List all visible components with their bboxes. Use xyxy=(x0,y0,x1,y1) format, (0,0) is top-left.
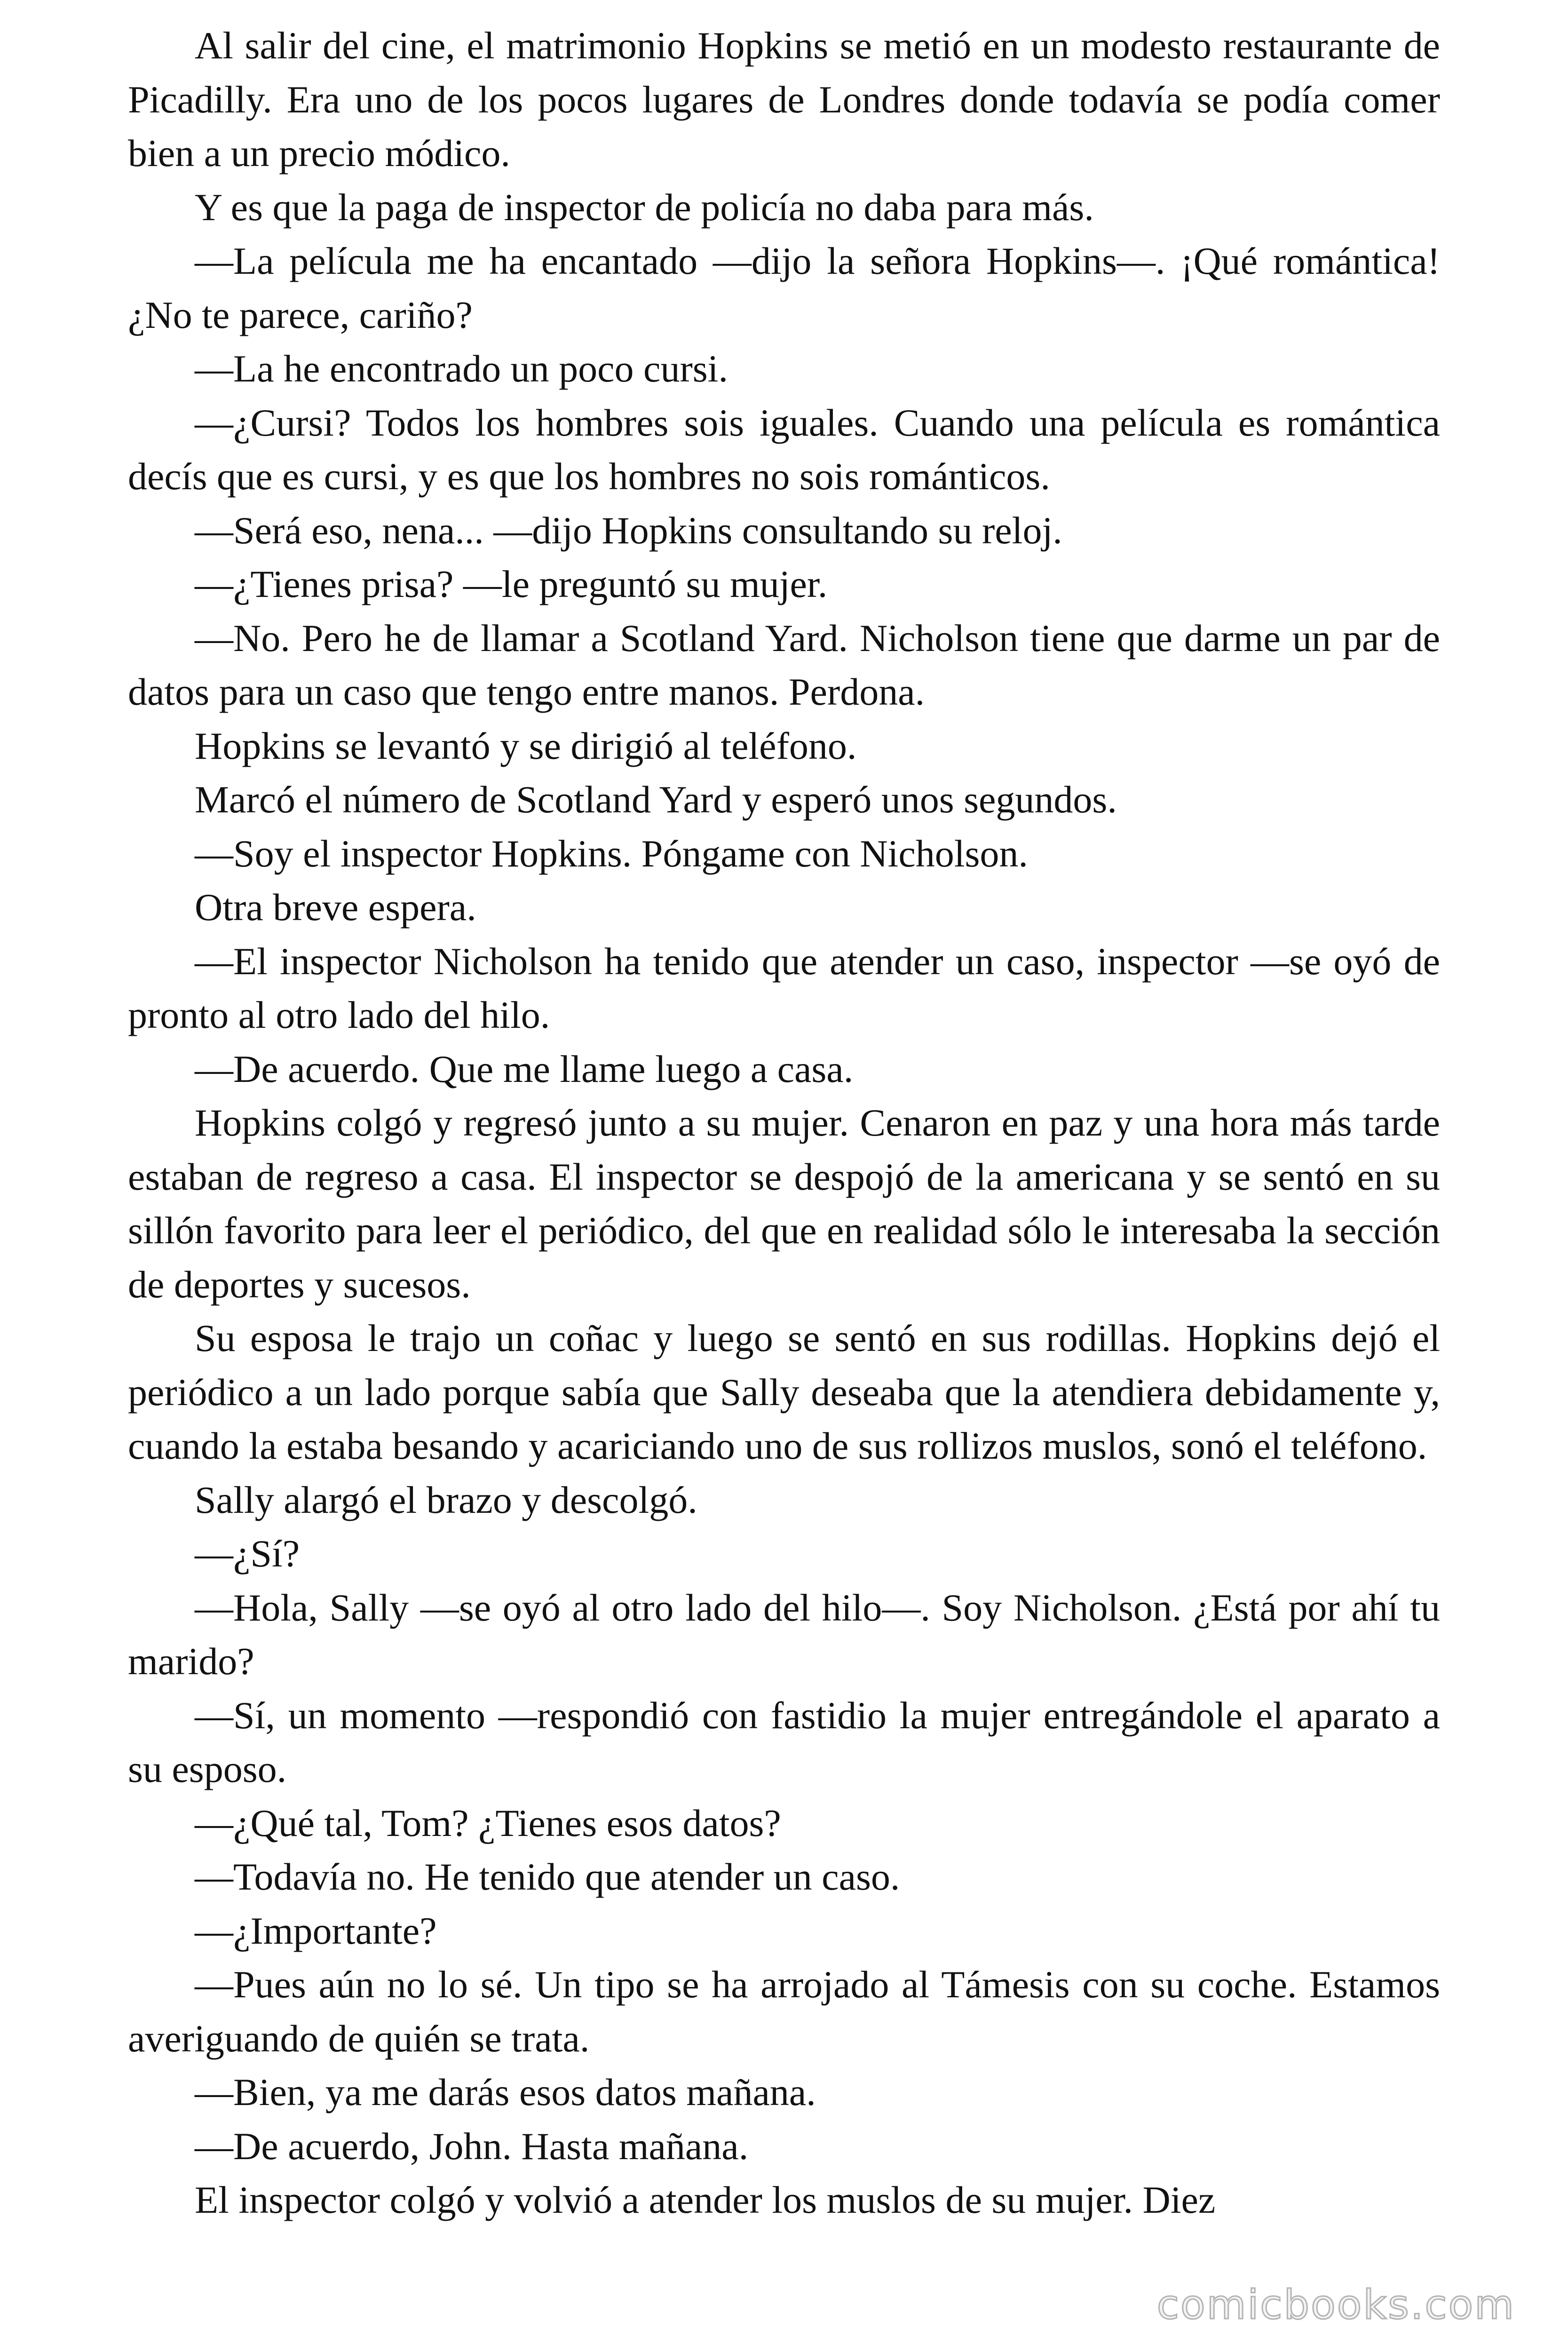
paragraph: —¿Qué tal, Tom? ¿Tienes esos datos? xyxy=(195,1801,781,1844)
body-text xyxy=(128,19,1440,2227)
paragraph: El inspector colgó y volvió a atender los muslos de su mujer. Diez xyxy=(195,2178,1216,2221)
paragraph: —La he encontrado un poco cursi. xyxy=(195,347,728,390)
paragraph: —Pues aún no lo sé. Un tipo se ha arrojado al Támesis con su coche. Estamos averiguando de quién se trata. xyxy=(128,1963,1440,2060)
paragraph: Sally alargó el brazo y descolgó. xyxy=(195,1478,697,1521)
paragraph: —Bien, ya me darás esos datos mañana. xyxy=(195,2071,816,2114)
paragraph: —¿Sí? xyxy=(195,1532,300,1575)
watermark: comicbooks.com xyxy=(1156,2281,1515,2328)
paragraph: —Todavía no. He tenido que atender un caso. xyxy=(195,1855,900,1898)
paragraph: —La película me ha encantado —dijo la señora Hopkins—. ¡Qué romántica! ¿No te parece, cariño? xyxy=(128,239,1440,336)
paragraph: —Sí, un momento —respondió con fastidio la mujer entregándole el aparato a su esposo. xyxy=(128,1693,1440,1790)
paragraph: —Hola, Sally —se oyó al otro lado del hilo—. Soy Nicholson. ¿Está por ahí tu marido? xyxy=(128,1586,1440,1683)
paragraph: —¿Cursi? Todos los hombres sois iguales. Cuando una película es romántica decís que es cursi, y es que los hombres no sois románticos. xyxy=(128,401,1440,498)
paragraph: Marcó el número de Scotland Yard y esperó unos segundos. xyxy=(195,778,1117,821)
paragraph: —¿Tienes prisa? —le preguntó su mujer. xyxy=(195,563,828,605)
paragraph: —De acuerdo, John. Hasta mañana. xyxy=(195,2124,749,2168)
paragraph: —No. Pero he de llamar a Scotland Yard. Nicholson tiene que darme un par de datos para un caso que tengo entre manos. Perdona. xyxy=(128,616,1440,713)
paragraph: —Será eso, nena... —dijo Hopkins consultando su reloj. xyxy=(195,509,1062,552)
paragraph: —Soy el inspector Hopkins. Póngame con Nicholson. xyxy=(195,832,1028,875)
paragraph: Y es que la paga de inspector de policía no daba para más. xyxy=(195,185,1094,229)
paragraph: —¿Importante? xyxy=(195,1909,437,1952)
paragraph: —De acuerdo. Que me llame luego a casa. xyxy=(195,1047,854,1090)
paragraph: —El inspector Nicholson ha tenido que atender un caso, inspector —se oyó de pronto al otro lado del hilo. xyxy=(128,939,1440,1036)
paragraph: Al salir del cine, el matrimonio Hopkins se metió en un modesto restaurante de Picadilly. Era uno de los pocos lugares de Londres donde todavía se podía comer bien a un precio módico. xyxy=(128,24,1440,175)
paragraph: Su esposa le trajo un coñac y luego se sentó en sus rodillas. Hopkins dejó el periódico a un lado porque sabía que Sally deseaba que la atendiera debidamente y, cuando la estaba besando y acariciando uno de sus rollizos muslos, sonó el teléfono. xyxy=(128,1317,1440,1467)
paragraph: Hopkins colgó y regresó junto a su mujer. Cenaron en paz y una hora más tarde estaban de regreso a casa. El inspector se despojó de la americana y se sentó en su sillón favorito para leer el periódico, del que en realidad sólo le interesaba la sección de deportes y sucesos. xyxy=(128,1101,1440,1306)
paragraph: Otra breve espera. xyxy=(195,886,476,929)
paragraph: Hopkins se levantó y se dirigió al teléfono. xyxy=(195,724,857,767)
